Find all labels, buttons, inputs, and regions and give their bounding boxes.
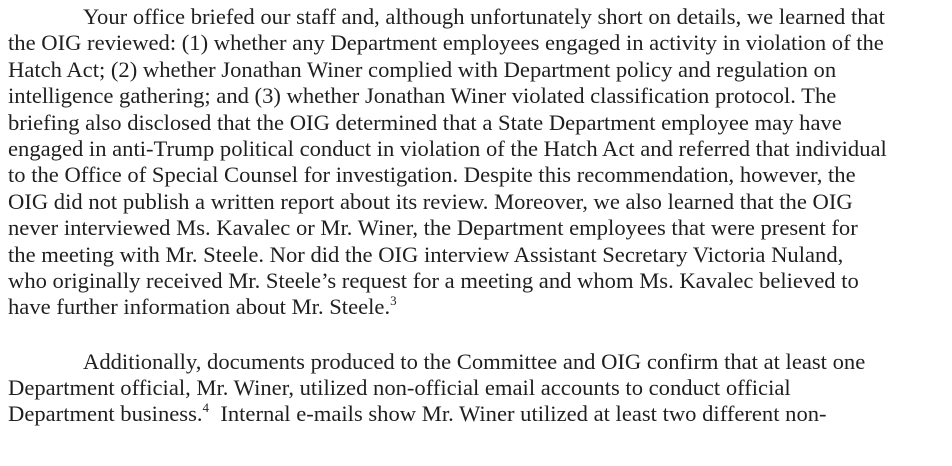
text-line: the meeting with Mr. Steele. Nor did the OIG interview Assistant Secretary Victoria Nuland,: [8, 241, 844, 267]
text-line: OIG did not publish a written report about its review. Moreover, we also learned that the OIG: [8, 188, 853, 214]
text-line: intelligence gathering; and (3) whether Jonathan Winer violated classification protocol. The: [8, 83, 837, 109]
text-line-content: Department business.: [8, 401, 203, 427]
footnote-marker-4: 4: [202, 400, 210, 416]
text-line: the OIG reviewed: (1) whether any Department employees engaged in activity in violation of the: [8, 30, 884, 56]
text-line: Additionally, documents produced to the Committee and OIG confirm that at least one: [83, 348, 866, 374]
text-line-with-footnote: [8, 401, 952, 427]
paragraph-oig-briefing: [8, 4, 952, 321]
text-line: Hatch Act; (2) whether Jonathan Winer complied with Department policy and regulation on: [8, 56, 837, 82]
paragraph-spacer: [8, 321, 952, 349]
text-line-with-footnote: [8, 294, 952, 320]
text-line: engaged in anti-Trump political conduct in violation of the Hatch Act and referred that individual: [8, 135, 887, 161]
footnote-marker-3: 3: [390, 293, 397, 309]
text-line-continuation: Internal e-mails show Mr. Winer utilized at least two different non-: [209, 401, 827, 427]
text-line: Your office briefed our staff and, although unfortunately short on details, we learned that: [83, 4, 885, 29]
document-page: [8, 4, 952, 428]
text-line: to the Office of Special Counsel for investigation. Despite this recommendation, however, the: [8, 162, 856, 188]
text-line: Department official, Mr. Winer, utilized non-official email accounts to conduct official: [8, 375, 791, 401]
paragraph-non-official-email: [8, 349, 952, 428]
text-line: who originally received Mr. Steele’s request for a meeting and whom Ms. Kavalec believed to: [8, 267, 859, 293]
text-line: briefing also disclosed that the OIG determined that a State Department employee may have: [8, 109, 842, 135]
text-line-content: have further information about Mr. Steele.: [8, 294, 391, 320]
text-line: never interviewed Ms. Kavalec or Mr. Winer, the Department employees that were present for: [8, 215, 858, 241]
